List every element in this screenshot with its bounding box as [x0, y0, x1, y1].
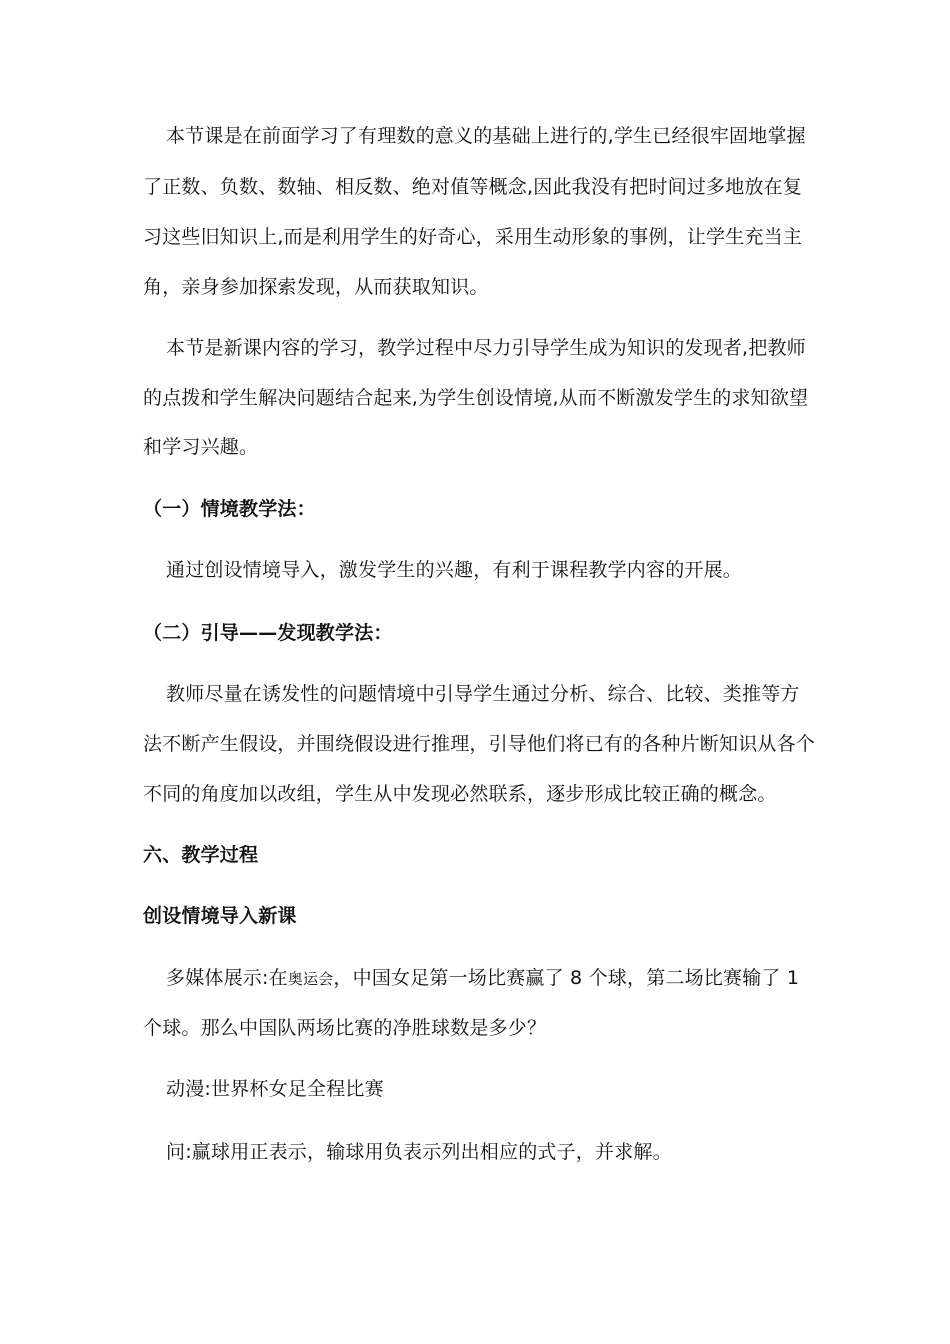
section-title: 六、教学过程	[143, 844, 259, 866]
para4-line2: 法不断产生假设，并围绕假设进行推理，引导他们将已有的各种片断知识从各个	[143, 733, 816, 755]
para5-line1-part-c: ，中国女足第一场比赛赢了 8 个球，第二场比赛输了 1	[333, 967, 800, 989]
para5-line1	[166, 965, 846, 992]
subsection-title: 创设情境导入新课	[143, 905, 297, 927]
para4-line3: 不同的角度加以改组，学生从中发现必然联系，逐步形成比较正确的概念。	[143, 783, 777, 805]
para5-line1-part-a: 多媒体展示:在	[166, 967, 288, 989]
para7-line1: 问:赢球用正表示，输球用负表示列出相应的式子，并求解。	[166, 1141, 672, 1163]
para1-line3: 习这些旧知识上,而是利用学生的好奇心，采用生动形象的事例，让学生充当主	[143, 226, 803, 248]
para3-line1: 通过创设情境导入，激发学生的兴趣，有利于课程教学内容的开展。	[166, 559, 743, 581]
para6-line1: 动漫:世界杯女足全程比赛	[166, 1078, 384, 1100]
heading-guided-discovery: （二）引导——发现教学法：	[143, 622, 393, 644]
para4-line1: 教师尽量在诱发性的问题情境中引导学生通过分析、综合、比较、类推等方	[166, 683, 800, 705]
para1-line4: 角，亲身参加探索发现，从而获取知识。	[143, 276, 489, 298]
para2-line1: 本节是新课内容的学习，教学过程中尽力引导学生成为知识的发现者,把教师	[166, 337, 806, 359]
para2-line2: 的点拨和学生解决问题结合起来,为学生创设情境,从而不断激发学生的求知欲望	[143, 387, 809, 409]
para2-line3: 和学习兴趣。	[143, 436, 259, 458]
para5-line1-olympics: 奥运会	[287, 970, 334, 988]
para1-line1: 本节课是在前面学习了有理数的意义的基础上进行的,学生已经很牢固地掌握	[166, 125, 806, 147]
heading-situational-teaching: （一）情境教学法：	[143, 498, 316, 520]
para1-line2: 了正数、负数、数轴、相反数、绝对值等概念,因此我没有把时间过多地放在复	[143, 176, 803, 198]
para5-line2: 个球。那么中国队两场比赛的净胜球数是多少？	[143, 1017, 547, 1039]
